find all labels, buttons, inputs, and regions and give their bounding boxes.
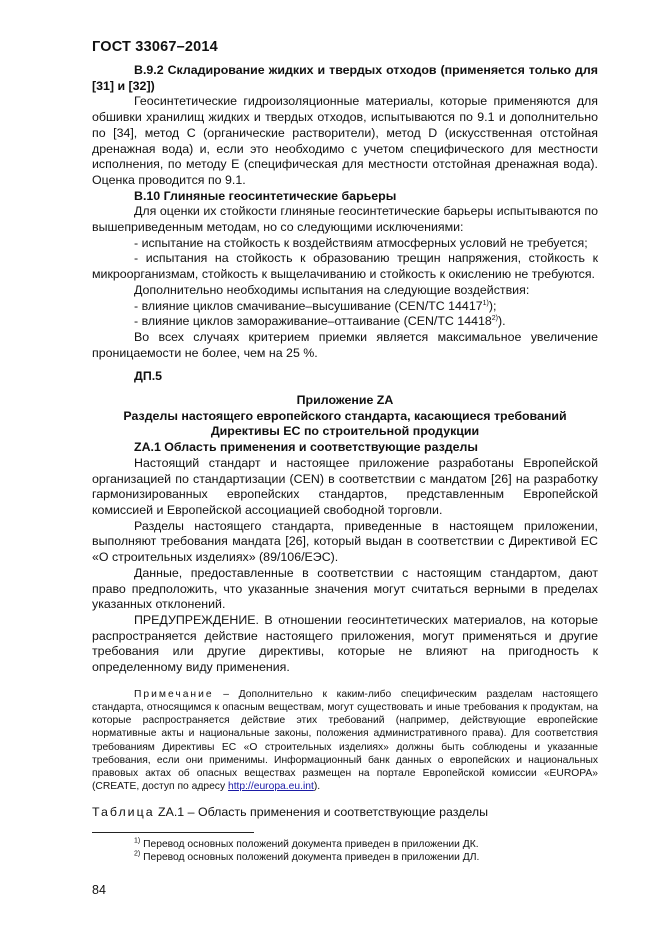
europa-link[interactable]: http://europa.eu.int: [227, 781, 314, 793]
paragraph: Настоящий стандарт и настоящее приложение разработаны Европейской организацией по стандартизации (CEN) в соответствии с мандатом [26] на разработку гармонизированных европейских стандартов, представленным Европейской комиссией и Европейской ассоциацией свободной торговли.: [92, 455, 598, 517]
footnote-ref: 1): [482, 299, 489, 307]
paragraph: Разделы настоящего стандарта, приведенные в настоящем приложении, выполняют требования мандата [26], который выдан в соответствии с Директивой ЕС «О строительных изделиях» (89/106/ЕЭС).: [92, 518, 598, 565]
list-item: [92, 314, 598, 330]
appendix-subtitle: Разделы настоящего европейского стандарта, касающиеся требований Директивы ЕС по строительной продукции: [123, 408, 567, 439]
list-item: - испытания на стойкость к образованию трещин напряжения, стойкость к микроорганизмам, стойкость к выщелачиванию и стойкость к окислению не требуются.: [92, 251, 598, 282]
page-number: 84: [92, 883, 106, 897]
paragraph: Во всех случаях критерием приемки является максимальное увеличение проницаемости не более, чем на 25 %.: [92, 329, 598, 360]
footnote-mark: 2): [134, 850, 141, 858]
table-caption-text: ZA.1 – Область применения и соответствующие разделы: [154, 805, 488, 820]
list-item: - испытание на стойкость к воздействиям атмосферных условий не требуется;: [134, 235, 588, 250]
footnote: [92, 838, 598, 851]
note-label: Примечание: [134, 688, 214, 700]
list-item: [92, 299, 598, 315]
note-tail: ).: [313, 781, 321, 793]
footnote-separator: [92, 832, 254, 833]
section-heading-b10: В.10 Глиняные геосинтетические барьеры: [134, 188, 397, 203]
list-item-tail: ).: [498, 314, 506, 329]
section-heading-b9-2: В.9.2 Складирование жидких и твердых отходов (применяется только для [31] и [32]): [92, 63, 598, 93]
note: [92, 688, 598, 794]
footnote-text: Перевод основных положений документа приведен в приложении ДК.: [140, 839, 479, 850]
footnote-ref: 2): [491, 315, 498, 323]
footnotes: [92, 838, 598, 864]
note-text: – Дополнительно к каким-либо специфическим разделам настоящего стандарта, относящимся к опасным веществам, могут существовать и иные требования к продуктам, на которые распространяется действие этих требований (например, действующие европейские нормативные акты и национальные законы, положения административного права). Для соответствия требованиям Директивы ЕС «О строительных изделиях» должны быть соблюдены и указанные требования, если они применимы. Информационный банк данных о европейских и национальных правовых актах об опасных веществах размещен на портале Европейской комиссии «EUROPA» (CREATE, доступ по адресу: [92, 688, 598, 793]
section-heading-dp5: ДП.5: [134, 369, 163, 384]
paragraph: Для оценки их стойкости глиняные геосинтетические барьеры испытываются по вышеприведенным методам, но со следующими исключениями:: [92, 204, 598, 235]
warning-paragraph: ПРЕДУПРЕЖДЕНИЕ. В отношении геосинтетических материалов, на которые распространяется действие настоящего приложения, могут применяться и другие требования или другие директивы, которые не влияют на пригодность к определенному виду применения.: [92, 612, 598, 675]
footnote: [92, 851, 598, 864]
footnote-mark: 1): [134, 837, 141, 845]
table-caption-label: Таблица: [92, 805, 155, 820]
paragraph: Данные, предоставленные в соответствии с настоящим стандартом, дают право предположить, что указанные значения могут считаться верными в пределах указанных отклонений.: [92, 565, 598, 612]
paragraph: Геосинтетические гидроизоляционные материалы, которые применяются для обшивки хранилищ жидких и твердых отходов, испытываются по 9.1 и дополнительно по [34], метод С (органические растворители), метод D (искусственная отстойная дренажная вода) и, если это необходимо с учетом специфического для местности исполнения, по методу Е (специфическая для местности отстойная дренажная вода). Оценка проводится по 9.1.: [92, 94, 598, 187]
table-caption: [92, 805, 598, 821]
section-heading-za1: ZA.1 Область применения и соответствующие разделы: [134, 440, 478, 455]
list-item-text: - влияние циклов смачивание–высушивание (CEN/TC 14417: [134, 298, 483, 313]
paragraph: Дополнительно необходимы испытания на следующие воздействия:: [134, 282, 530, 297]
footnote-text: Перевод основных положений документа приведен в приложении ДЛ.: [140, 852, 480, 864]
document-header: ГОСТ 33067–2014: [92, 39, 218, 55]
list-item-tail: );: [488, 298, 497, 313]
list-item-text: - влияние циклов замораживание–оттаивание (CEN/TC 14418: [134, 314, 492, 329]
document-body: [92, 63, 598, 821]
appendix-title: Приложение ZA: [296, 393, 394, 408]
